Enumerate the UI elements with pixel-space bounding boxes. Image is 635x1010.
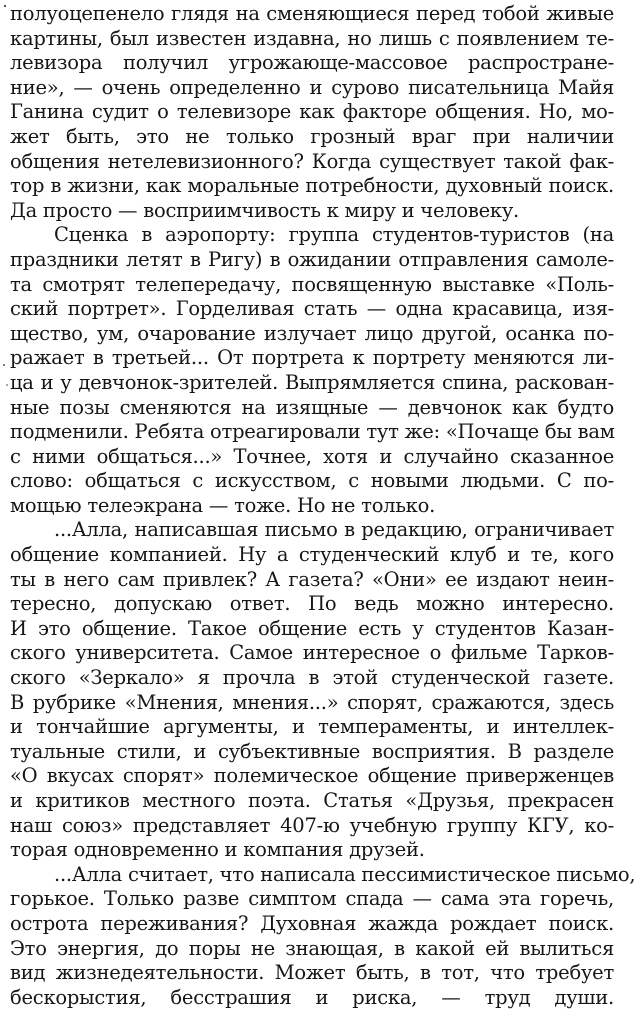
text-line: бескорыстия, бесстрашия и риска, — труд души. xyxy=(10,985,614,1009)
text-line: «О вкусах спорят» полемическое общение приверженцев xyxy=(10,764,614,788)
text-line: слово: общаться с искусством, с новыми людьми. С по- xyxy=(10,469,614,493)
text-line: Это энергия, до поры не знающая, в какой ей вылиться xyxy=(10,936,614,960)
text-line: левизора получил угрожающе-массовое распространe- xyxy=(10,51,614,75)
text-line: Да просто — восприимчивость к миру и человеку. xyxy=(10,198,519,222)
text-line: подменили. Ребята отреагировали тут же: «Почаще бы вам xyxy=(10,420,615,444)
text-line: и тончайшие аргументы, и темпераменты, и интеллек- xyxy=(10,715,614,739)
text-line: горькое. Только разве симптом спада — сама эта горечь, xyxy=(10,887,614,911)
text-line: И это общение. Такое общение есть у студентов Казан- xyxy=(10,616,614,640)
text-line: тор в жизни, как моральные потребности, духовный поиск. xyxy=(10,174,614,198)
scan-speck xyxy=(3,364,5,366)
text-line: полуоцепенело глядя на сменяющиеся перед тобой живые xyxy=(10,2,614,25)
text-line: с ними общаться...» Точнее, хотя и случайно сказанное xyxy=(10,444,614,468)
text-line: щество, ум, очарование излучает лицо другой, осанка по- xyxy=(10,321,614,345)
text-line: туальные стили, и субъективные восприятия. В разделе xyxy=(10,739,614,763)
text-line: торая одновременно и компания друзей. xyxy=(10,838,425,862)
text-line: ца и у девчонок-зрителей. Выпрямляется спина, раскован- xyxy=(10,370,614,394)
text-line: Сценка в аэропорту: группа студентов-туристов (на xyxy=(54,223,614,247)
text-line: острота переживания? Духовная жажда рождает поиск. xyxy=(10,911,614,935)
text-line: ты в него сам привлек? А газета? «Они» ее издают неин- xyxy=(10,567,614,591)
text-line: жет быть, это не только грозный враг при наличии xyxy=(10,124,614,148)
text-line: ский портрет». Горделивая стать — одна красавица, изя- xyxy=(10,297,614,321)
text-line: ского университета. Самое интересное о фильме Тарков- xyxy=(10,641,614,665)
text-line: общение компанией. Ну а студенческий клуб и те, кого xyxy=(10,543,614,567)
text-line: та смотрят телепередачу, посвященную выставке «Поль- xyxy=(10,272,614,296)
text-line: наш союз» представляет 407-ю учебную группу КГУ, ко- xyxy=(10,813,614,837)
text-line: мощью телеэкрана — тоже. Но не только. xyxy=(10,493,436,517)
text-line: Ганина судит о телевизоре как факторе общения. Но, мо- xyxy=(10,100,614,124)
text-line: тересно, допускаю ответ. По ведь можно интересно. xyxy=(10,592,614,616)
text-line: ражает в третьей... От портрета к портрету меняются ли- xyxy=(10,346,614,370)
text-line: картины, был известен издавна, но лишь с появлением те- xyxy=(10,26,614,50)
text-line: ского «Зеркало» я прочла в этой студенческой газете. xyxy=(10,666,614,690)
scan-speck xyxy=(4,5,6,7)
scan-speck xyxy=(6,384,8,386)
text-line: ...Алла считает, что написала пессимистическое письмо, xyxy=(54,862,635,886)
text-line: общения нетелевизионного? Когда существует такой фак- xyxy=(10,149,614,173)
text-line: ...Алла, написавшая письмо в редакцию, ограничивает xyxy=(54,518,614,542)
text-line: В рубрике «Мнения, мнения...» спорят, сражаются, здесь xyxy=(10,690,614,714)
page-text xyxy=(10,2,635,1009)
text-line: праздники летят в Ригу) в ожидании отправления самоле- xyxy=(10,247,614,271)
text-line: ние», — очень определенно и сурово писательница Майя xyxy=(10,75,614,99)
text-line: ные позы сменяются на изящные — девчонок как будто xyxy=(10,395,614,419)
text-line: и критиков местного поэта. Статья «Друзья, прекрасен xyxy=(10,789,614,812)
text-line: вид жизнедеятельности. Может быть, в тот, что требует xyxy=(10,961,614,985)
